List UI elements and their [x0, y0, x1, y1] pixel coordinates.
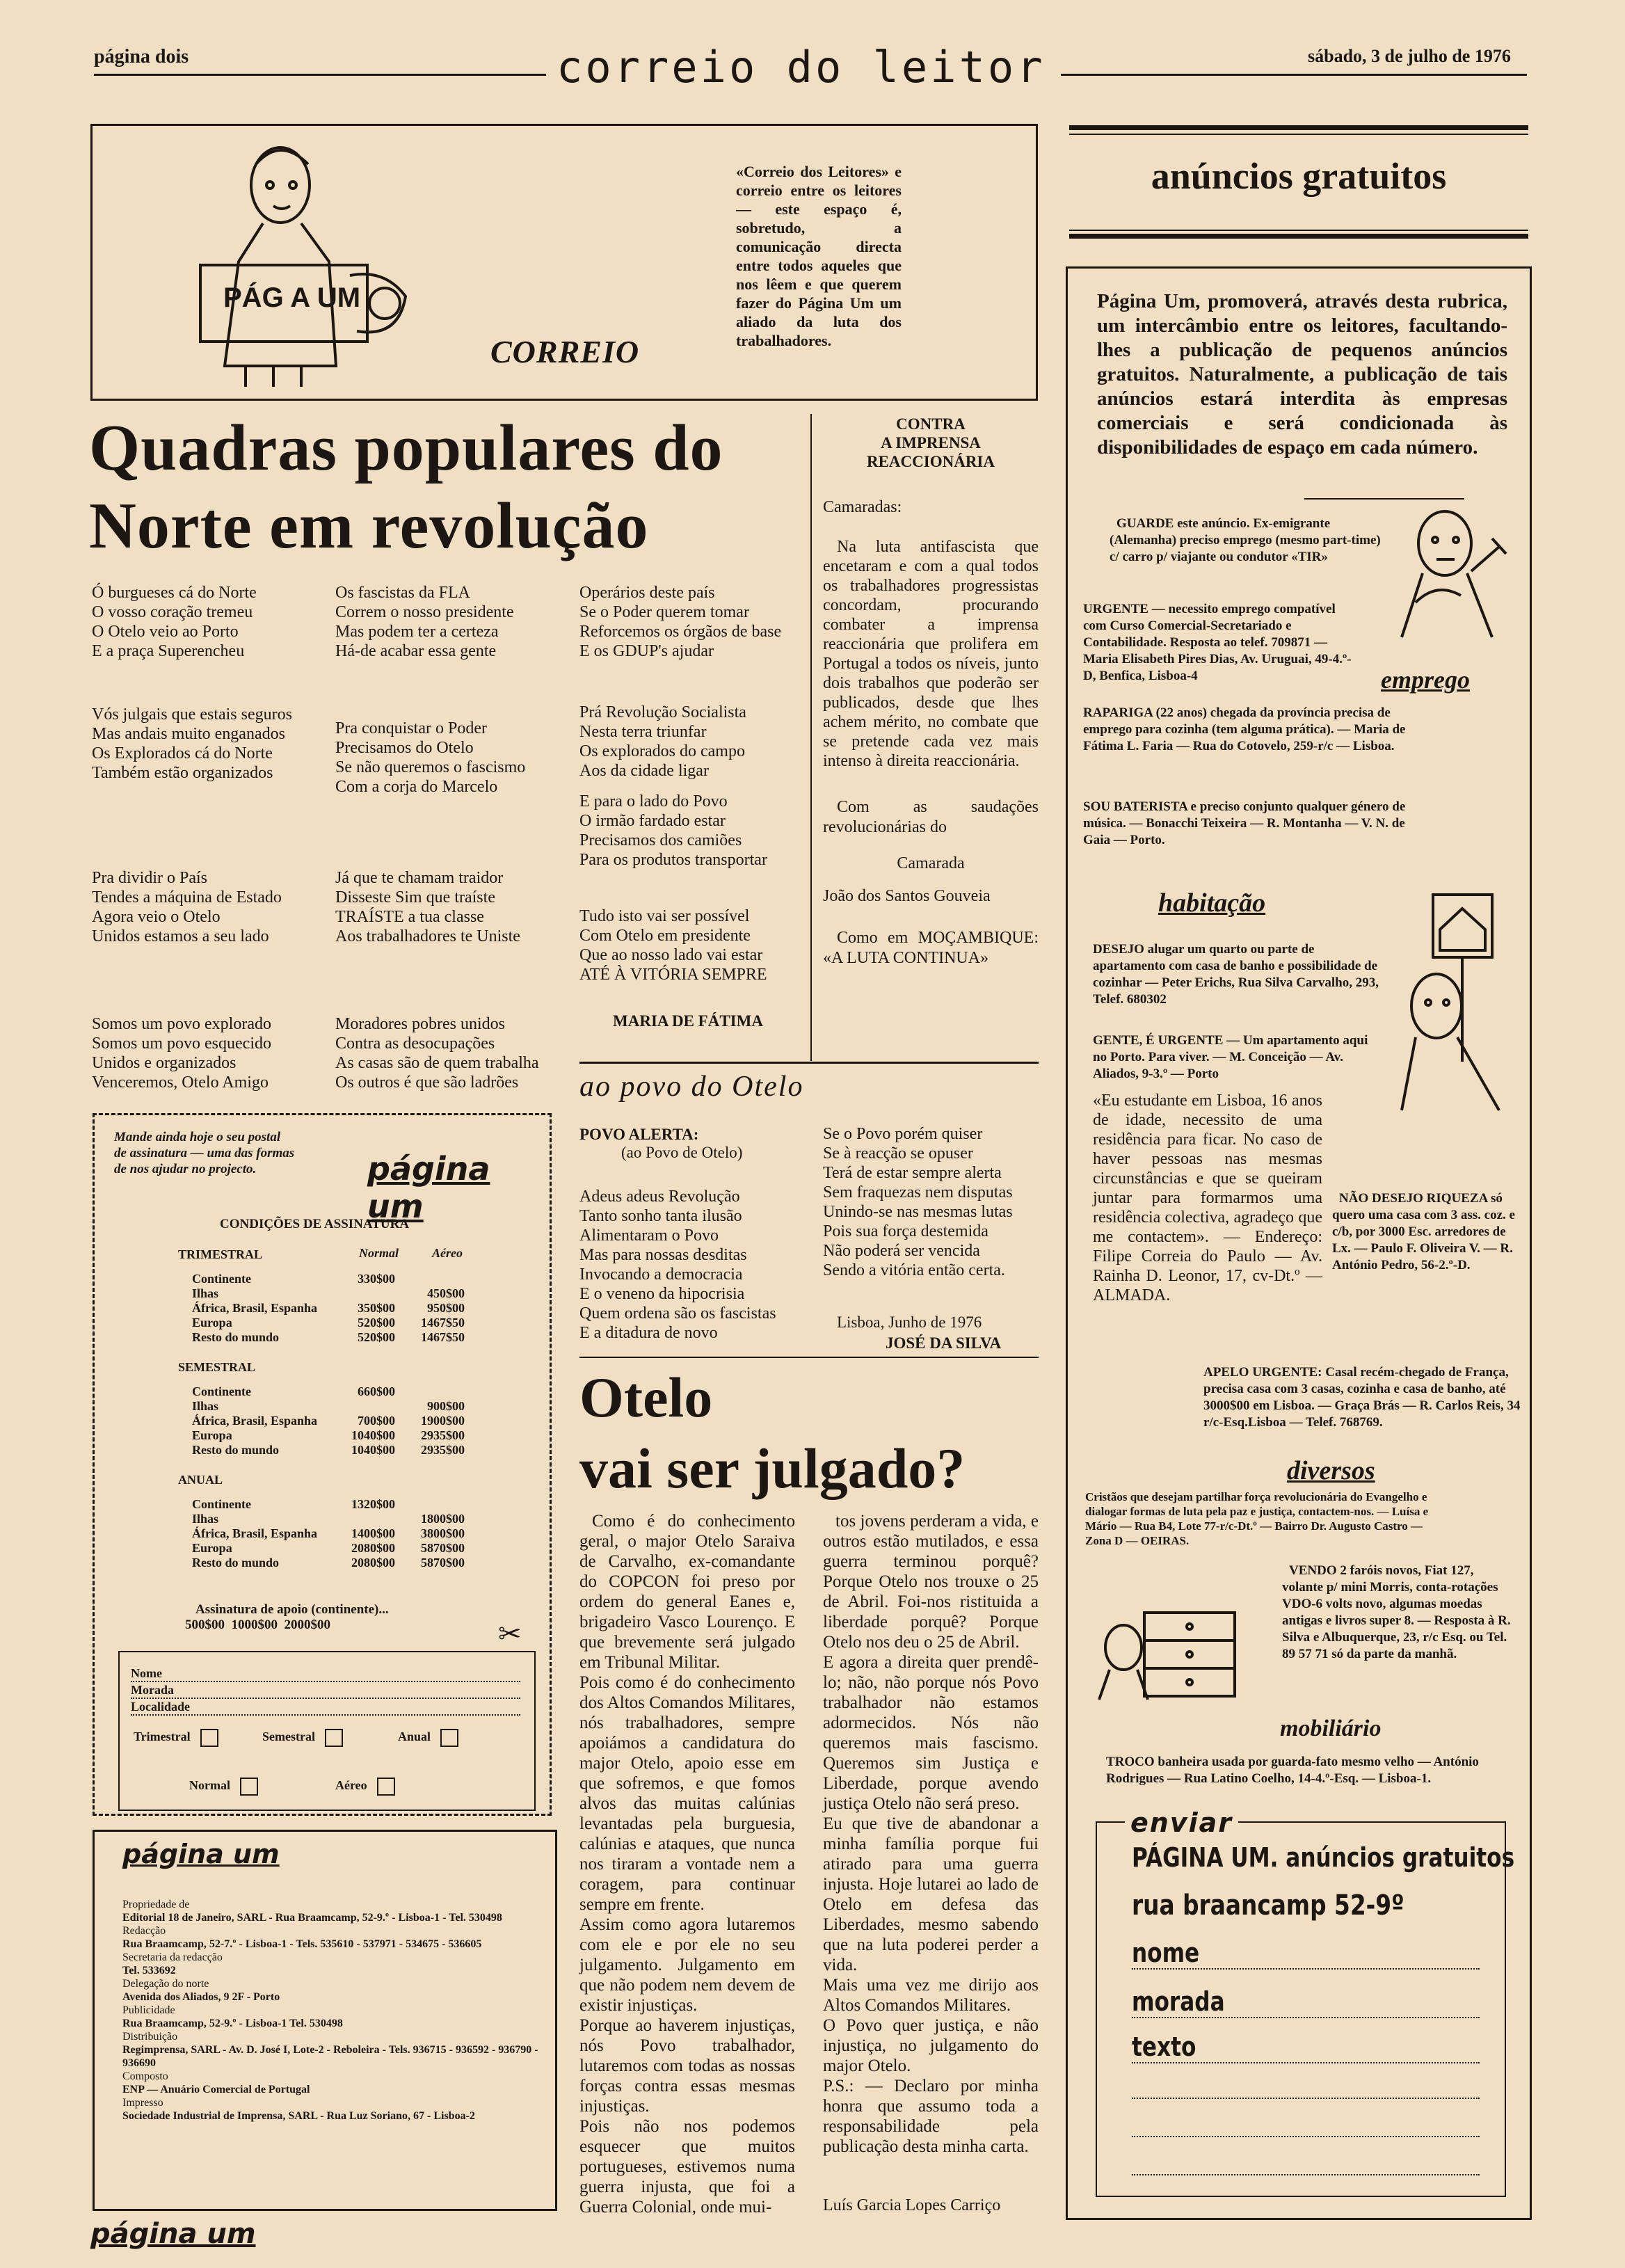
rate-normal [338, 1399, 401, 1414]
povo-place: Lisboa, Junho de 1976 [837, 1313, 982, 1331]
correio-box [90, 124, 1038, 401]
rate-region: Continente [192, 1272, 251, 1286]
rate-region: Resto do mundo [192, 1443, 280, 1457]
page-label: página dois [94, 46, 189, 67]
ad-item: SOU BATERISTA e preciso conjunto qualquer género de música. — Bonacchi Teixeira — R. Montanha — V. N. de Gaia — Porto. [1083, 799, 1406, 847]
rate-normal: 2080$00 [351, 1556, 395, 1570]
contra-name: João dos Santos Gouveia [823, 887, 991, 905]
worker-illustration [1395, 505, 1513, 644]
rate-normal [338, 1286, 401, 1301]
subscription-brand: página um [367, 1150, 490, 1225]
quadra: Prá Revolução Socialista Nesta terra triunfar Os explorados do campo Aos da cidade ligar [579, 703, 746, 780]
quadra: Pra dividir o País Tendes a máquina de Estado Agora veio o Otelo Unidos estamos a seu lado [92, 869, 282, 945]
send-address-2: rua braancamp 52-9º [1132, 1890, 1404, 1922]
support-values: 500$00 1000$00 2000$00 [185, 1618, 330, 1632]
rate-aereo [401, 1272, 470, 1286]
footer-brand: página um [90, 2218, 256, 2250]
issue-date: sábado, 3 de julho de 1976 [1308, 46, 1511, 66]
imprint-line: Avenida dos Aliados, 9 2F - Porto [122, 1991, 280, 2003]
send-line[interactable] [1132, 2174, 1480, 2175]
furniture-illustration [1096, 1606, 1249, 1703]
correio-intro: «Correio dos Leitores» e correio entre os leitores — este espaço é, sobretudo, a comunicação directa entre todos aqueles que nos lêem e que querem fazer do Página Um um aliado da luta dos trabalhadores. [736, 163, 902, 349]
rate-row [192, 1301, 470, 1316]
rate-row [192, 1556, 470, 1570]
rate-aereo: 5870$00 [421, 1541, 465, 1555]
povo-col-1: Adeus adeus Revolução Tanto sonho tanta ilusão Alimentaram o Povo Mas para nossas desditas Invocando a democracia E o veneno da hipocrisia Quem ordena são os fascistas E a ditadura de novo [579, 1188, 776, 1342]
rate-region: África, Brasil, Espanha [192, 1526, 318, 1540]
rate-normal [338, 1512, 401, 1526]
rate-row [192, 1399, 470, 1414]
imprint-line: Secretaria da redacção [122, 1951, 223, 1963]
header-rule-right [1061, 74, 1527, 76]
emprego-label: emprego [1381, 666, 1470, 694]
section-title: correio do leitor [557, 42, 1046, 93]
povo-subtitle: (ao Povo de Otelo) [621, 1144, 743, 1161]
quadra: Operários deste país Se o Poder querem tomar Reforcemos os órgãos de base E os GDUP's ajudar [579, 584, 782, 660]
povo-rule [579, 1062, 1039, 1064]
rate-table [192, 1497, 470, 1570]
otelo-author: Luís Garcia Lopes Carriço [823, 2196, 1001, 2214]
opt-trimestral-label: Trimestral [134, 1730, 191, 1744]
rate-row [192, 1512, 470, 1526]
imprint-line: ENP — Anuário Comercial de Portugal [122, 2084, 310, 2095]
rate-row [192, 1330, 470, 1345]
opt-normal-label: Normal [189, 1778, 230, 1793]
subscription-form [118, 1651, 536, 1811]
povo-alert: POVO ALERTA: [579, 1126, 699, 1143]
imprint-line: Tel. 533692 [122, 1965, 176, 1976]
rate-aereo: 3800$00 [421, 1526, 465, 1540]
rate-aereo: 5870$00 [421, 1556, 465, 1570]
imprint-line: Rua Braamcamp, 52-9.º - Lisboa-1 Tel. 530498 [122, 2018, 343, 2029]
opt-normal[interactable] [189, 1778, 258, 1796]
imprint-line: Sociedade Industrial de Imprensa, SARL - Rua Luz Soriano, 67 - Lisboa-2 [122, 2110, 475, 2122]
povo-author: JOSÉ DA SILVA [886, 1334, 1002, 1352]
column-divider [810, 414, 812, 1061]
period-name: TRIMESTRAL [178, 1247, 263, 1261]
checkbox-semestral[interactable] [325, 1729, 343, 1747]
rate-aereo: 1467$50 [421, 1316, 465, 1329]
rate-region: Ilhas [192, 1286, 219, 1300]
ad-item: «Eu estudante em Lisboa, 16 anos de idade, necessito de uma residência para ficar. No caso de haver pessoas nas mesmas circunstâncias e que se queiram juntar para formarmos uma residência colectiva, agradeço que me contactem». — Endereço: Filipe Correia do Paulo — Av. Rainha D. Leonor, 17, cv-Dt.º — ALMADA. [1093, 1092, 1322, 1304]
quadra: E para o lado do Povo O irmão fardado estar Precisamos dos camiões Para os produtos transportar [579, 792, 767, 869]
form-nome-label: Nome [131, 1666, 162, 1680]
ad-item: Cristãos que desejam partilhar força revolucionária do Evangelho e dialogar formas de luta pela paz e justiça, contactem-nos. — Luísa e Mário — Rua B4, Lote 77-r/c-Dt.º — Bairro Dr. Augusto Castro — Zona D — OEIRAS. [1085, 1490, 1429, 1547]
contra-article [823, 415, 1039, 968]
contra-signoff: Camarada [897, 854, 965, 872]
rate-normal: 520$00 [358, 1330, 395, 1344]
rate-normal: 1040$00 [351, 1428, 395, 1442]
diversos-label: diversos [1287, 1456, 1375, 1485]
rate-aereo: 950$00 [427, 1301, 465, 1315]
rate-normal: 520$00 [358, 1316, 395, 1329]
ads-rule-3 [1069, 230, 1528, 231]
support-label: Assinatura de apoio (continente)... [195, 1602, 389, 1617]
imprint-line: Propriedade de [122, 1899, 190, 1910]
rate-row [192, 1384, 470, 1399]
imprint-box [93, 1830, 557, 2211]
rate-region: Continente [192, 1497, 251, 1511]
rate-region: Europa [192, 1541, 232, 1555]
rate-row [192, 1414, 470, 1428]
form-localidade[interactable] [131, 1700, 520, 1716]
form-nome[interactable] [131, 1666, 520, 1682]
rate-region: África, Brasil, Espanha [192, 1414, 318, 1428]
habitacao-label: habitação [1158, 888, 1266, 918]
ad-item: GUARDE este anúncio. Ex-emigrante (Alemanha) preciso emprego (mesmo part-time) c/ carro p/ viajante ou condutor «TIR» [1110, 516, 1381, 564]
otelo-rule [579, 1357, 1039, 1358]
reader-illustration [197, 136, 433, 394]
quadras-col-3 [579, 583, 797, 1030]
imprint-line: Impresso [122, 2097, 163, 2109]
send-line[interactable] [1132, 2136, 1480, 2137]
form-morada[interactable] [131, 1683, 520, 1699]
rate-aereo: 900$00 [427, 1399, 465, 1413]
rate-row [192, 1428, 470, 1443]
rate-region: Continente [192, 1384, 251, 1398]
rate-normal: 350$00 [358, 1301, 395, 1315]
imprint-line: Regimprensa, SARL - Av. D. José I, Lote-2 - Reboleira - Tels. 936715 - 936592 - 936790 - 936690 [122, 2044, 538, 2069]
quadra: Somos um povo explorado Somos um povo esquecido Unidos e organizados Venceremos, Otelo Amigo [92, 1015, 271, 1092]
rate-row [192, 1316, 470, 1330]
povo-poem [579, 1125, 1039, 1352]
imprint-line: Editorial 18 de Janeiro, SARL - Rua Braamcamp, 52-9.º - Lisboa-1 - Tel. 530498 [122, 1912, 502, 1924]
opt-anual-label: Anual [398, 1730, 431, 1744]
rate-aereo: 450$00 [427, 1286, 465, 1300]
rate-row [192, 1497, 470, 1512]
rate-normal: 700$00 [358, 1414, 395, 1428]
imprint-line: Redacção [122, 1925, 166, 1937]
otelo-col-2: tos jovens perderam a vida, e outros estão mutilados, e essa guerra terminou porquê? Porque Otelo nos trouxe o 25 de Abril. Foi-nos ristituida a liberdade porquê? Porque Otelo nos deu o 25 de Abril. E agora a direita quer prendê-lo; não, não porque nós Povo trabalhador não estamos adormecidos. Nós não queremos mais fascismo. Queremos sim Justiça e Liberdade, porque avendo justiça Otelo não será preso. Eu que tive de abandonar a minha família porque fui atirado para uma guerra injusta. Hoje lutarei ao lado de Otelo em defesa das Liberdades, mesmo sabendo que na luta poderei perder a vida. Mais uma vez me dirijo aos Altos Comandos Militares. O Povo quer justiça, e não injustiça, no julgamento do major Otelo. P.S.: — Declaro por minha honra que assumo toda a responsabilidade pela publicação desta minha carta. [823, 1512, 1039, 2156]
form-localidade-label: Localidade [131, 1700, 191, 1714]
ad-item: DESEJO alugar um quarto ou parte de apartamento com casa de banho e possibilidade de cozinhar — Peter Erichs, Rua Silva Carvalho, 293, Telef. 680302 [1093, 942, 1379, 1007]
imprint-lines [122, 1898, 547, 2123]
rate-table [192, 1384, 470, 1458]
quadras-col-1 [92, 583, 309, 1092]
otelo-col-1: Como é do conhecimento geral, o major Otelo Saraiva de Carvalho, ex-comandante do COPCON foi preso por ordem do general Eanes e, brigadeiro Vasco Lourenço. E que brevemente será julgado em Tribunal Militar. Pois como é do conhecimento dos Altos Comandos Militares, nós trabalhadores, sempre apoiámos a candidatura do major Otelo, apoio esse em que sofremos, e que fomos alvos das muitas calúnias levantadas pela burguesia, calúnias e ataques, que nunca nos tiraram a vontade nem a coragem, para continuar sempre em frente. Assim como agora lutaremos com ele e por ele no seu julgamento. Julgamento em que não podem nem devem de existir injustiças. Porque ao haverem injustiças, nós Povo trabalhador, lutaremos com todas as nossas forças contra essas mesmas injustiças. Pois não nos podemos esquecer que muitos portugueses, estivemos numa guerra injusta, que foi a Guerra Colonial, onde mui- [579, 1512, 795, 2217]
checkbox-trimestral[interactable] [200, 1729, 218, 1747]
checkbox-normal[interactable] [240, 1778, 258, 1796]
ads-intro-rule [1304, 498, 1464, 500]
rate-aereo: 1800$00 [421, 1512, 465, 1526]
rate-normal: 1320$00 [351, 1497, 395, 1511]
quadra: Já que te chamam traidor Disseste Sim que traíste TRAÍSTE a tua classe Aos trabalhadores te Uniste [335, 869, 520, 945]
contra-title: CONTRA A IMPRENSA REACCIONÁRIA [866, 415, 995, 470]
send-nome-field[interactable] [1132, 1938, 1480, 1970]
rate-table [192, 1272, 470, 1345]
send-form [1096, 1807, 1515, 2197]
rate-region: Ilhas [192, 1512, 219, 1526]
rate-row [192, 1286, 470, 1301]
contra-salutation: Com as saudações revolucionárias do [823, 798, 1039, 836]
ad-item: VENDO 2 faróis novos, Fiat 127, volante p/ mini Morris, conta-rotações VDO-6 volts novo, algumas moedas antigas e livros super 8. — Resposta à R. Silva e Albuquerque, 23, r/c Esq. ou Tel. 89 57 71 só da parte da manhã. [1282, 1563, 1511, 1661]
imprint-line: Rua Braamcamp, 52-7.º - Lisboa-1 - Tels. 535610 - 537971 - 534675 - 536605 [122, 1938, 482, 1950]
header-rule-left [94, 74, 546, 76]
rate-region: Resto do mundo [192, 1556, 280, 1570]
rate-region: Ilhas [192, 1399, 219, 1413]
send-address-1: PÁGINA UM. anúncios gratuitos [1132, 1842, 1515, 1873]
quadra: Ó burgueses cá do Norte O vosso coração tremeu O Otelo veio ao Porto E a praça Superencheu [92, 584, 257, 660]
opt-aereo-label: Aéreo [335, 1778, 367, 1793]
quadra: Moradores pobres unidos Contra as desocupações As casas são de quem trabalha Os outros é que são ladrões [335, 1015, 539, 1092]
rate-row [192, 1541, 470, 1556]
scissors-icon: ✂ [498, 1618, 522, 1650]
sign-text-1: PÁG A UM [223, 282, 361, 313]
quadra: Vós julgais que estais seguros Mas andais muito enganados Os Explorados cá do Norte Também estão organizados [92, 705, 292, 782]
ads-box [1066, 266, 1532, 2220]
povo-title: ao povo do Otelo [579, 1071, 804, 1103]
povo-col-2: Se o Povo porém quiser Se à reacção se opuser Terá de estar sempre alerta Sem fraquezas nem disputas Unindo-se nas mesmas lutas Pois sua força destemida Não poderá ser vencida Sendo a vitória então certa. [823, 1125, 1013, 1279]
ad-item: NÃO DESEJO RIQUEZA só quero uma casa com 3 ass. coz. e c/b, por 3000 Esc. arredores de Lx. — Paulo F. Oliveira V. — R. António Pedro, 56-2.º-D. [1332, 1191, 1515, 1272]
opt-anual[interactable] [398, 1729, 458, 1747]
rate-aereo: 2935$00 [421, 1443, 465, 1457]
rate-region: Resto do mundo [192, 1330, 280, 1344]
quadra: Tudo isto vai ser possível Com Otelo em presidente Que ao nosso lado vai estar ATÉ À VITÓRIA SEMPRE [579, 907, 767, 984]
rate-aereo [401, 1384, 470, 1399]
ads-title: anúncios gratuitos [1151, 155, 1447, 197]
rate-region: Europa [192, 1428, 232, 1442]
correio-label: CORREIO [490, 334, 640, 369]
page-header [0, 42, 1625, 97]
send-texto-label: texto [1132, 2031, 1196, 2062]
period-name: ANUAL [178, 1473, 223, 1487]
col-normal: Normal [359, 1246, 399, 1260]
house-sign-illustration [1395, 888, 1513, 1117]
send-label: enviar [1125, 1807, 1238, 1838]
ad-item: TROCO banheira usada por guarda-fato mesmo velho — António Rodrigues — Rua Latino Coelho, 14-4.º-Esq. — Lisboa-1. [1106, 1755, 1479, 1786]
ads-rule-2 [1069, 134, 1528, 135]
rate-row [192, 1443, 470, 1458]
subscription-note: Mande ainda hoje o seu postal de assinatura — uma das formas de nos ajudar no projecto. [114, 1130, 295, 1176]
contra-greeting: Camaradas: [823, 498, 902, 516]
rate-normal: 1040$00 [351, 1443, 395, 1457]
imprint-brand: página um [122, 1839, 280, 1869]
rate-aereo: 1900$00 [421, 1414, 465, 1428]
ad-item: RAPARIGA (22 anos) chegada da província precisa de emprego para cozinha (tem alguma prática). — Maria de Fátima L. Faria — Rua do Cotovelo, 259-r/c — Lisboa. [1083, 705, 1406, 753]
rate-region: Europa [192, 1316, 232, 1329]
form-morada-label: Morada [131, 1683, 174, 1697]
ad-item: URGENTE — necessito emprego compatível com Curso Comercial-Secretariado e Contabilidade. Resposta ao telef. 709871 — Maria Elisabeth Pires Dias, Av. Uruguai, 49-4.º-D, Benfica, Lisboa-4 [1083, 602, 1352, 683]
opt-semestral-label: Semestral [262, 1730, 315, 1744]
imprint-line: Delegação do norte [122, 1978, 209, 1990]
contra-closing: Como em MOÇAMBIQUE: «A LUTA CONTINUA» [823, 929, 1039, 967]
quadras-col-2 [335, 583, 551, 1092]
rate-normal: 330$00 [358, 1272, 395, 1286]
opt-semestral[interactable] [262, 1729, 343, 1747]
ads-intro: Página Um, promoverá, através desta rubrica, um intercâmbio entre os leitores, facultando-lhes a publicação de pequenos anúncios gratuitos. Naturalmente, a publicação de tais anúncios estará interdita às empresas comerciais e será condicionada às disponibilidades de espaço em cada número. [1097, 290, 1507, 458]
rate-aereo: 2935$00 [421, 1428, 465, 1442]
send-line[interactable] [1132, 2098, 1480, 2099]
conditions-title: CONDIÇÕES DE ASSINATURA [220, 1217, 410, 1231]
rate-region: África, Brasil, Espanha [192, 1301, 318, 1315]
rate-normal: 2080$00 [351, 1541, 395, 1555]
send-texto-field[interactable] [1132, 2031, 1480, 2063]
mobiliario-label: mobiliário [1280, 1716, 1382, 1741]
ads-rule-4 [1069, 234, 1528, 239]
quadra: Os fascistas da FLA Correm o nosso presidente Mas podem ter a certeza Há-de acabar essa gente [335, 584, 514, 660]
send-morada-field[interactable] [1132, 1986, 1480, 2018]
opt-trimestral[interactable] [134, 1729, 218, 1747]
rate-row [192, 1526, 470, 1541]
period-name: SEMESTRAL [178, 1360, 256, 1374]
quadra: Pra conquistar o Poder Precisamos do Otelo Se não queremos o fascismo Com a corja do Marcelo [335, 719, 526, 796]
rates-table [178, 1247, 540, 1570]
otelo-headline: Otelo vai ser julgado? [579, 1366, 966, 1500]
rate-aereo: 1467$50 [421, 1330, 465, 1344]
checkbox-aereo[interactable] [377, 1778, 395, 1796]
subscription-coupon [93, 1113, 552, 1816]
opt-aereo[interactable] [335, 1778, 395, 1796]
imprint-line: Distribuição [122, 2031, 178, 2043]
rate-normal: 660$00 [358, 1384, 395, 1398]
ad-item: APELO URGENTE: Casal recém-chegado de França, precisa casa com 3 casas, cozinha e casa de banho, até 3000$00 em Lisboa. — Graça Brás — R. Carlos Reis, 34 r/c-Esq.Lisboa — Telef. 768769. [1203, 1365, 1521, 1430]
imprint-line: Composto [122, 2070, 168, 2082]
rate-row [192, 1272, 470, 1286]
send-nome-label: nome [1132, 1938, 1200, 1968]
checkbox-anual[interactable] [440, 1729, 458, 1747]
quadras-headline: Quadras populares do Norte em revolução [89, 412, 723, 562]
imprint-line: Publicidade [122, 2004, 175, 2016]
col-aereo: Aéreo [432, 1246, 463, 1260]
ad-item: GENTE, É URGENTE — Um apartamento aqui no Porto. Para viver. — M. Conceição — Av. Aliados, 9-3.º — Porto [1093, 1033, 1368, 1081]
rate-normal: 1400$00 [351, 1526, 395, 1540]
quadras-author: MARIA DE FÁTIMA [613, 1012, 763, 1030]
contra-body: Na luta antifascista que encetaram e com a qual todos os trabalhadores progressistas concordam, procurando combater a imprensa reaccionária que prolifera em Portugal a todos os níveis, junto dois trabalhos que poderão ser publicados, desde que lhes achem mérito, no combate que se pretende cada vez mais intenso à direita reaccionária. [823, 538, 1039, 770]
rate-aereo [401, 1497, 470, 1512]
ads-rule-1 [1069, 125, 1528, 130]
send-morada-label: morada [1132, 1986, 1225, 2017]
